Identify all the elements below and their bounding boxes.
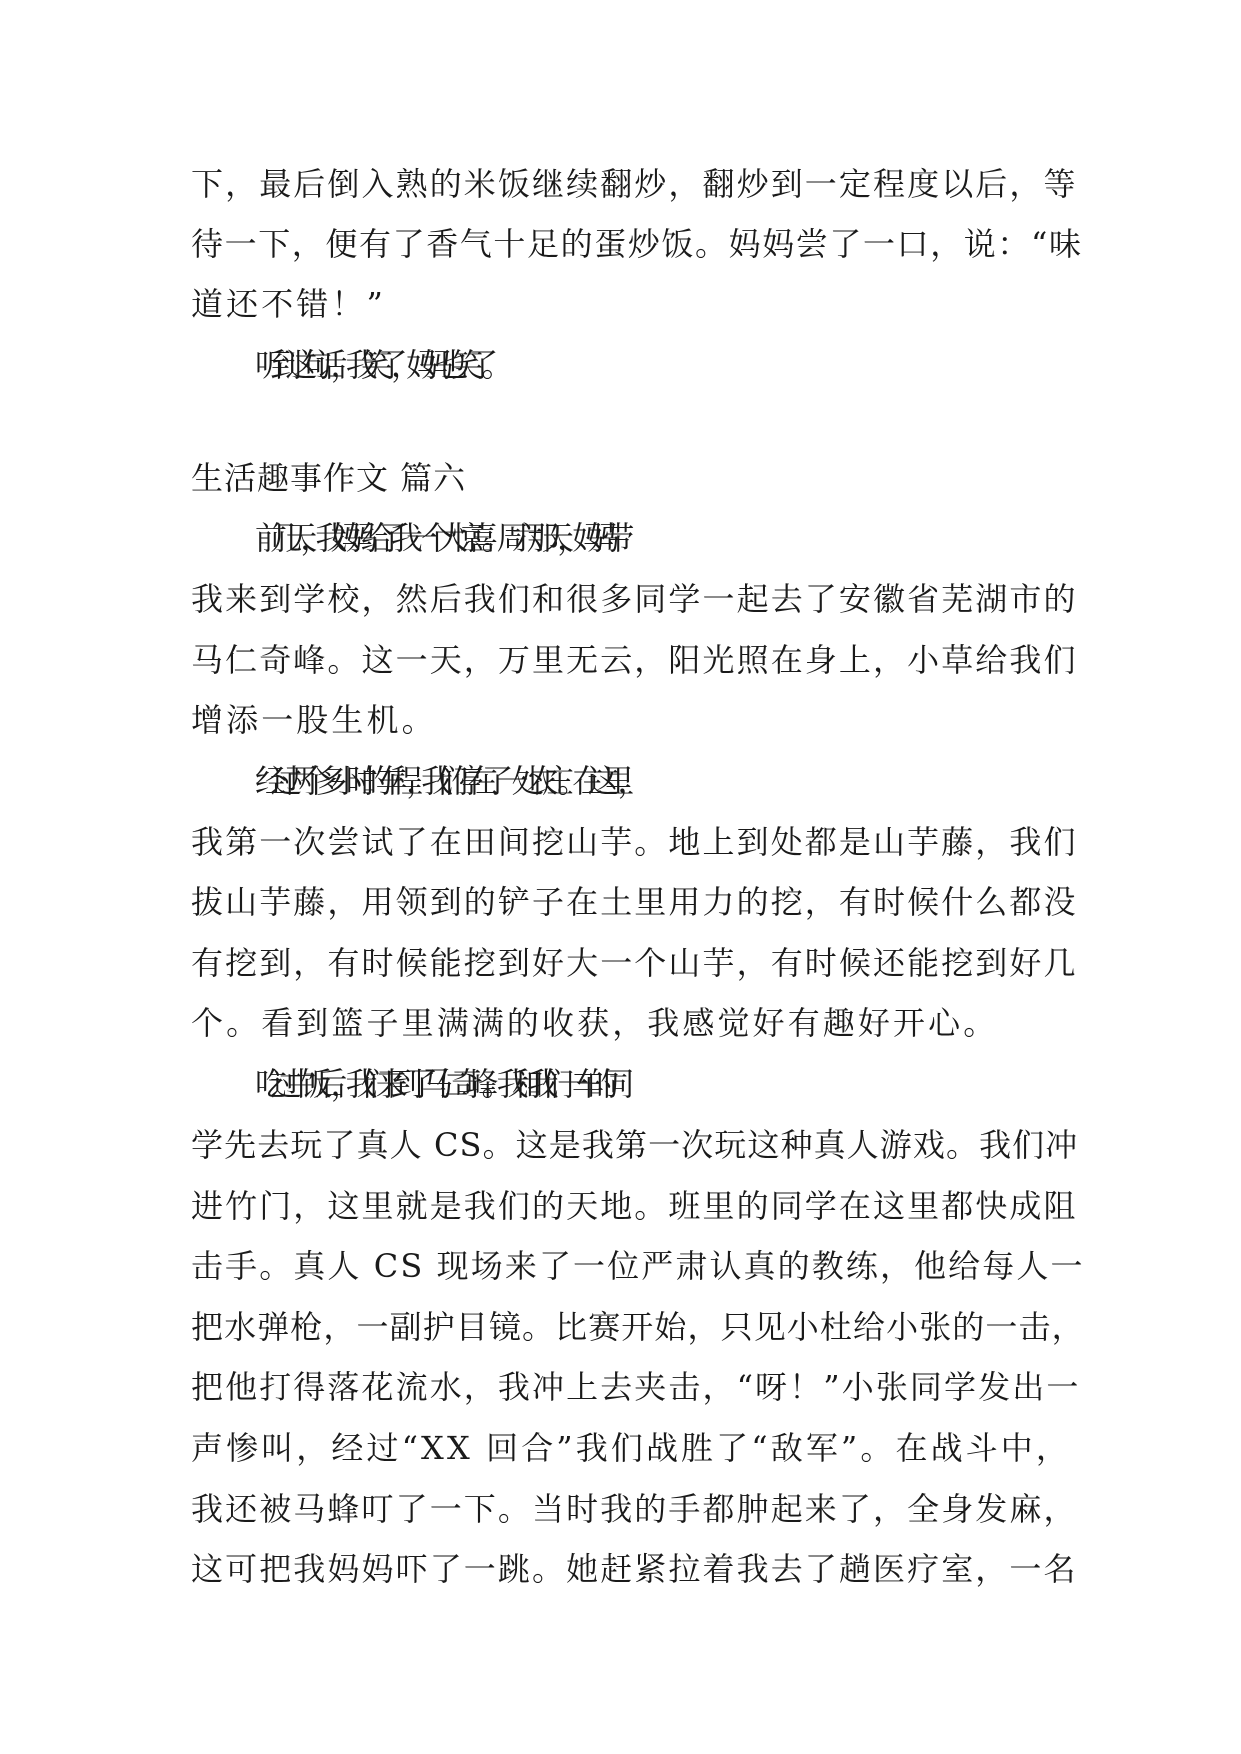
text-line: 个。看到篮子里满满的收获，我感觉好有趣好开心。 bbox=[191, 1004, 999, 1042]
text-line: 道还不错！” bbox=[191, 285, 386, 323]
text-line: 我第一次尝试了在田间挖山芋。地上到处都是山芋藤，我们 bbox=[191, 823, 1078, 861]
text-line: 学先去玩了真人 CS。这是我第一次玩这种真人游戏。我们冲 bbox=[191, 1126, 1079, 1164]
text-line: 前几天，我妈妈给了我一个大惊喜。周六那天，妈妈带 bbox=[255, 519, 618, 557]
text-line: 我来到学校，然后我们和很多同学一起去了安徽省芜湖市的 bbox=[191, 580, 1078, 618]
text-line: 增添一股生机。 bbox=[191, 701, 437, 739]
text-line: 声惨叫，经过“XX 回合”我们战胜了“敌军”。在战斗中， bbox=[191, 1429, 1071, 1467]
text-line: 拔山芋藤，用领到的铲子在土里用力的挖，有时候什么都没 bbox=[191, 883, 1078, 921]
text-line: 待一下，便有了香气十足的蛋炒饭。妈妈尝了一口，说：“味 bbox=[191, 225, 1083, 263]
text-line: 下，最后倒入熟的米饭继续翻炒，翻炒到一定程度以后，等 bbox=[191, 165, 1078, 203]
text-line: 进竹门，这里就是我们的天地。班里的同学在这里都快成阻 bbox=[191, 1187, 1078, 1225]
text-line: 有挖到，有时候能挖到好大一个山芋，有时候还能挖到好几 bbox=[191, 944, 1078, 982]
text-line: 听到这句话，我笑了，妈妈也笑了。 bbox=[255, 346, 497, 384]
text-line: 吃过中饭后，我们来到了马仁奇峰。我和我们一车的同 bbox=[255, 1065, 618, 1103]
text-line: 我还被马蜂叮了一下。当时我的手都肿起来了，全身发麻， bbox=[191, 1490, 1078, 1528]
text-line: 把他打得落花流水，我冲上去夹击，“呀！”小张同学发出一 bbox=[191, 1368, 1081, 1406]
text-line: 经过两个多小时的车程，我们停在了一处农庄。在这里， bbox=[255, 762, 633, 800]
text-line: 把水弹枪，一副护目镜。比赛开始，只见小杜给小张的一击， bbox=[191, 1308, 1085, 1346]
text-line: 马仁奇峰。这一天，万里无云，阳光照在身上，小草给我们 bbox=[191, 641, 1078, 679]
text-line: 击手。真人 CS 现场来了一位严肃认真的教练，他给每人一 bbox=[191, 1247, 1085, 1285]
text-line: 这可把我妈妈吓了一跳。她赶紧拉着我去了趟医疗室，一名 bbox=[191, 1550, 1078, 1588]
section-title: 生活趣事作文 篇六 bbox=[191, 459, 467, 497]
